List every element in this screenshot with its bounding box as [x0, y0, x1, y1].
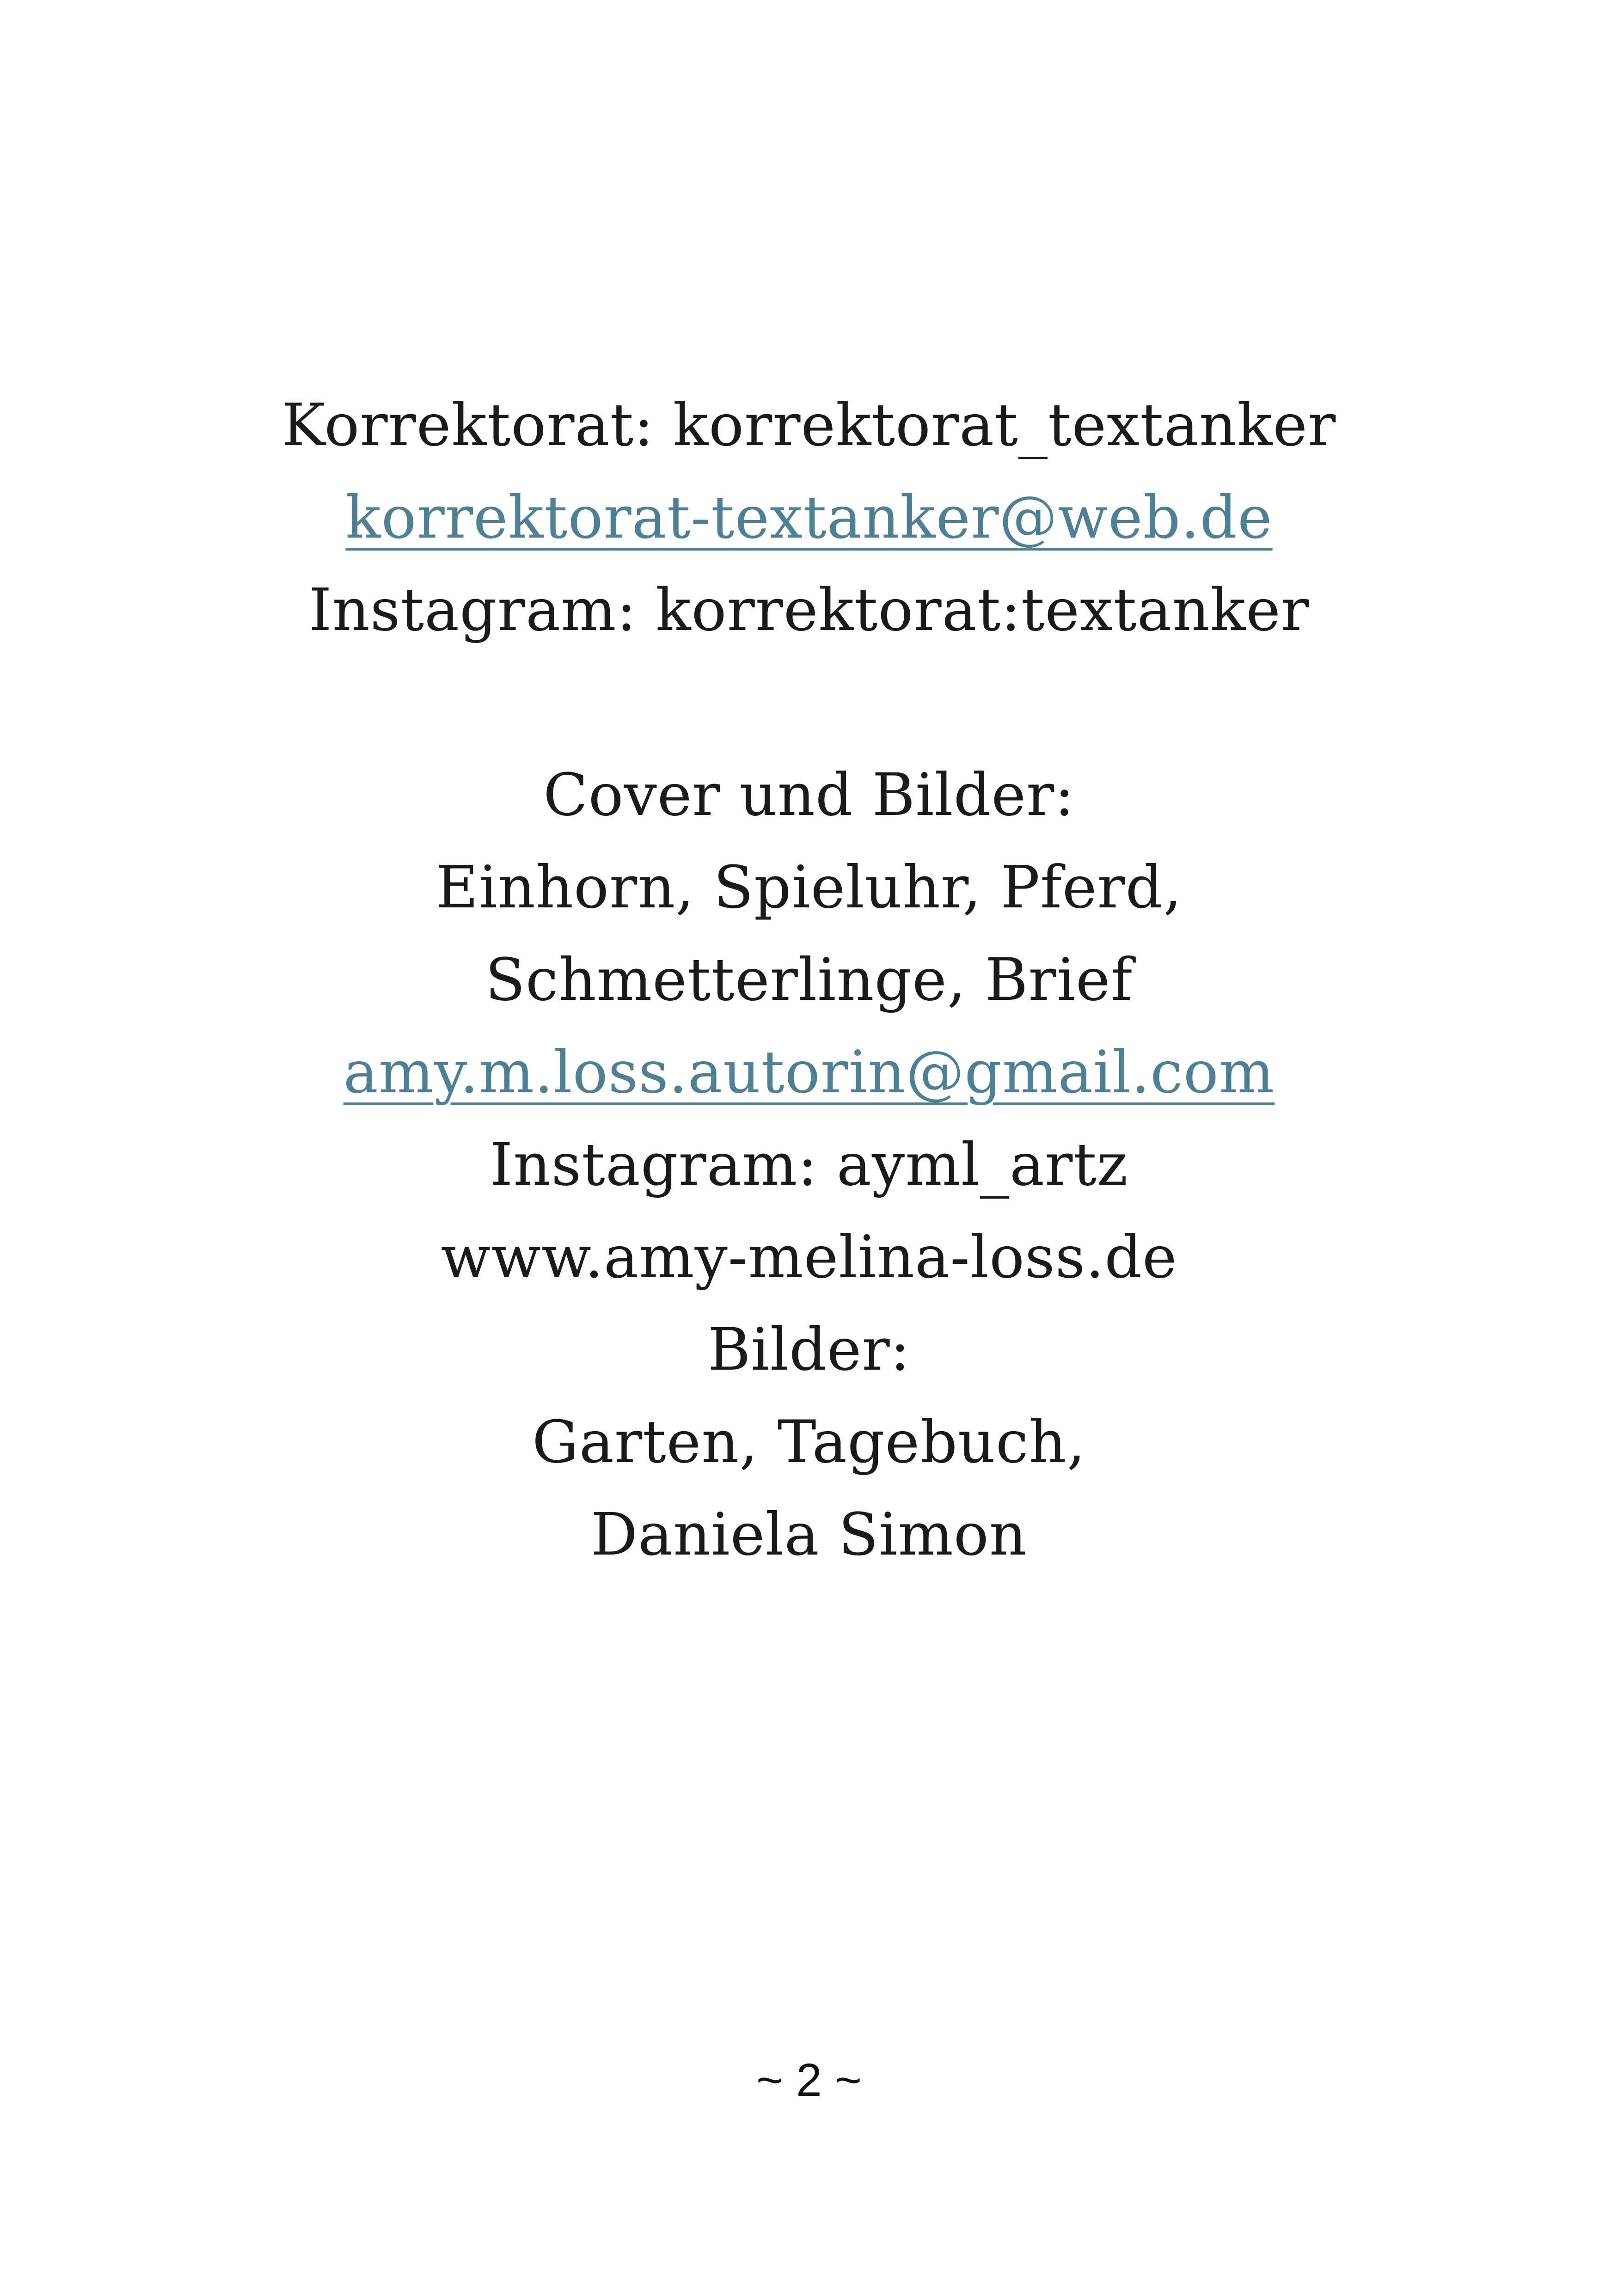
images-artist: Daniela Simon: [591, 1500, 1027, 1568]
section-spacer: [0, 656, 1618, 749]
proofreading-email-link[interactable]: korrektorat-textanker@web.de: [345, 484, 1273, 551]
cover-items-line-2: Schmetterlinge, Brief: [485, 946, 1133, 1014]
proofreading-instagram: Instagram: korrektorat:textanker: [308, 576, 1310, 644]
proofreading-email-line: [0, 471, 1618, 564]
images-items: Garten, Tagebuch,: [532, 1408, 1086, 1476]
credits-block: [0, 379, 1618, 1581]
cover-items-line-1: Einhorn, Spieluhr, Pferd,: [435, 853, 1183, 921]
images-heading: Bilder:: [707, 1316, 911, 1384]
cover-email-line: [0, 1026, 1618, 1119]
cover-email-link[interactable]: amy.m.loss.autorin@gmail.com: [343, 1038, 1275, 1106]
page-number: ~ 2 ~: [756, 2054, 862, 2106]
cover-website: www.amy-melina-loss.de: [441, 1223, 1177, 1291]
cover-instagram: Instagram: ayml_artz: [490, 1131, 1128, 1199]
cover-heading: Cover und Bilder:: [543, 761, 1075, 829]
proofreading-line: Korrektorat: korrektorat_textanker: [282, 391, 1336, 459]
